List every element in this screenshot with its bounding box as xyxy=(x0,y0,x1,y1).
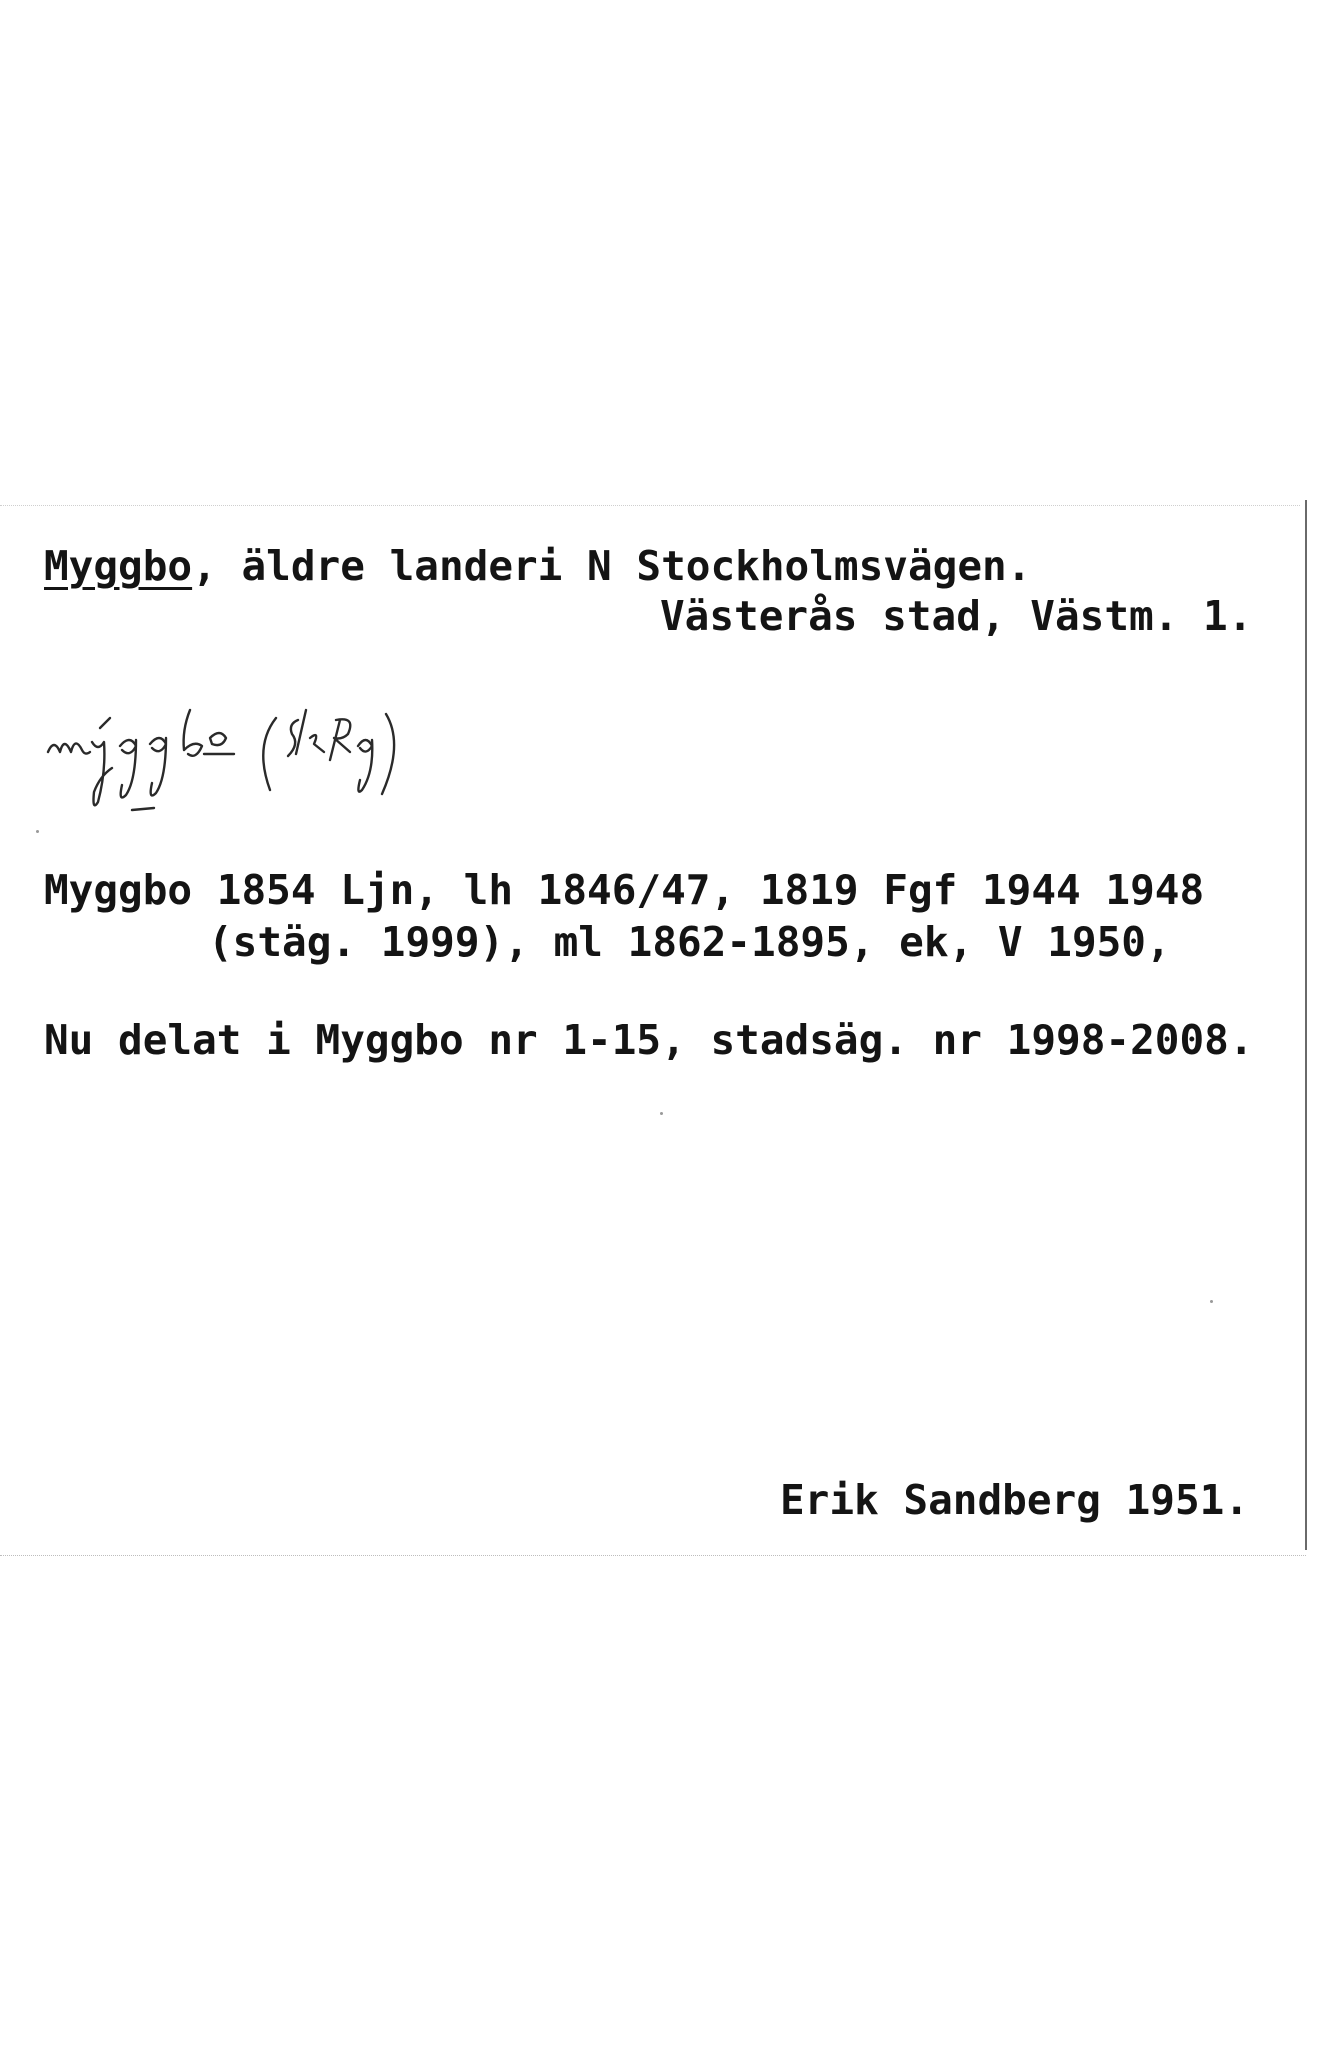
handwriting-drawing xyxy=(40,680,580,830)
scan-speck xyxy=(660,1112,663,1115)
card-bottom-edge xyxy=(0,1555,1306,1556)
handwritten-note xyxy=(40,680,580,830)
scan-speck xyxy=(1210,1300,1213,1303)
card-right-edge xyxy=(1305,500,1307,1550)
card-top-edge xyxy=(0,505,1300,506)
author-signature-line: Erik Sandberg 1951. xyxy=(780,1476,1249,1524)
place-name-line xyxy=(44,542,1032,590)
record-line-2: (stäg. 1999), ml 1862-1895, ek, V 1950, xyxy=(208,918,1171,966)
scan-speck xyxy=(36,830,39,833)
record-line-1: Myggbo 1854 Ljn, lh 1846/47, 1819 Fgf 1944 1948 xyxy=(44,866,1205,914)
record-line-3: Nu delat i Myggbo nr 1-15, stadsäg. nr 1998-2008. xyxy=(44,1016,1254,1064)
headword: Myggbo xyxy=(44,542,193,590)
parish-line: Västerås stad, Västm. 1. xyxy=(660,592,1253,640)
place-description: , äldre landeri N Stockholmsvägen. xyxy=(192,542,1032,590)
